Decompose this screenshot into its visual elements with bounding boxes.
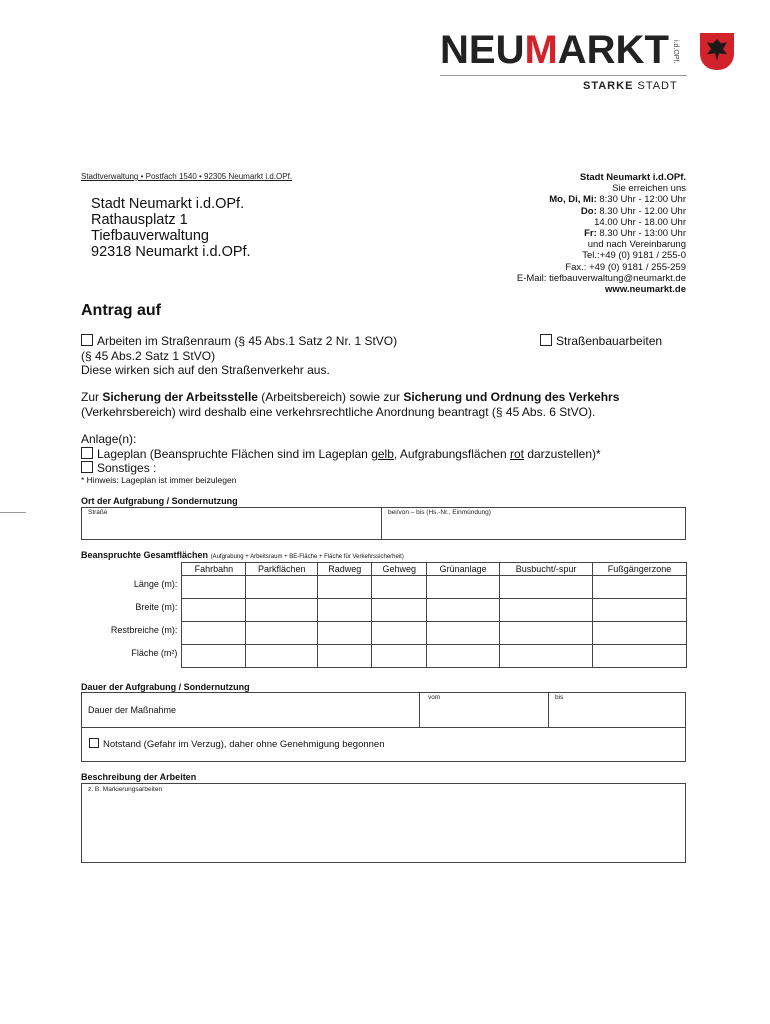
address-line: Rathausplatz 1: [91, 212, 188, 228]
table-cell[interactable]: [372, 645, 427, 668]
emergency-checkbox[interactable]: [89, 738, 99, 748]
areas-note: (Aufgrabung + Arbeitsraum + BE-Fläche + Fläche für Verkehrssicherheit): [210, 554, 404, 560]
street-field[interactable]: [81, 507, 382, 540]
street-works-checkbox[interactable]: [81, 334, 93, 346]
attachments-section: Anlage(n): Lageplan (Beanspruchte Flächen sind im Lageplan gelb, Aufgrabungsflächen rot darzustellen)* Sonstiges :: [81, 432, 601, 475]
table-cell[interactable]: [318, 599, 372, 622]
table-row: [81, 622, 687, 645]
table-cell[interactable]: [182, 576, 246, 599]
hours-fri: Fr: 8.30 Uhr - 13:00 Uhr: [584, 228, 686, 240]
attachments-label: Anlage(n):: [81, 432, 137, 446]
page-title: Antrag auf: [81, 302, 161, 319]
sender-return-address: Stadtverwaltung • Postfach 1540 • 92305 Neumarkt i.d.OPf.: [81, 172, 293, 181]
request-option-street-works: [81, 334, 397, 378]
from-label: vom: [428, 694, 441, 701]
logo-suffix: i.d.OPf.: [672, 40, 679, 64]
address-line: Tiefbauverwaltung: [91, 228, 209, 244]
contact-tel: Tel.:+49 (0) 9181 / 255-0: [582, 250, 686, 262]
hours-mon-wed: Mo, Di, Mi: 8:30 Uhr - 12:00 Uhr: [549, 194, 686, 206]
tagline-thin: STADT: [637, 80, 678, 92]
contact-email[interactable]: E-Mail: tiefbauverwaltung@neumarkt.de: [516, 272, 686, 284]
street-works-line2: (§ 45 Abs.2 Satz 1 StVO): [81, 348, 216, 363]
hours-appointment: und nach Vereinbarung: [587, 239, 686, 251]
table-cell[interactable]: [427, 645, 500, 668]
measure-cell: [82, 693, 420, 728]
street-works-line3: Diese wirken sich auf den Straßenverkehr aus.: [81, 363, 330, 377]
location-heading: Ort der Aufgrabung / Sondernutzung: [81, 496, 238, 506]
column-header: Busbucht/-spur: [500, 563, 593, 576]
table-cell[interactable]: [500, 622, 593, 645]
address-line: Stadt Neumarkt i.d.OPf.: [91, 196, 245, 212]
description-heading: Beschreibung der Arbeiten: [81, 772, 197, 782]
road-construction-checkbox[interactable]: [540, 334, 552, 346]
table-row: [81, 576, 687, 599]
table-cell[interactable]: [427, 576, 500, 599]
contact-org: Stadt Neumarkt i.d.OPf.: [579, 172, 686, 183]
column-header: Fußgängerzone: [593, 563, 687, 576]
logo-part: NEU: [440, 28, 525, 72]
range-label: bei/von – bis (Hs.-Nr., Einmündung): [388, 509, 491, 516]
description-hint: z. B. Markierungsarbeiten: [88, 786, 163, 793]
duration-heading: Dauer der Aufgrabung / Sondernutzung: [81, 682, 250, 692]
areas-heading: Beanspruchte Gesamtflächen (Aufgrabung + Arbeitsraum + BE-Fläche + Fläche für Verkehrssicherheit): [81, 550, 404, 560]
table-cell[interactable]: [318, 645, 372, 668]
logo-part-red: M: [524, 28, 558, 72]
table-cell[interactable]: [372, 576, 427, 599]
other-attachments-label: Sonstiges :: [97, 461, 157, 475]
table-cell[interactable]: [246, 599, 318, 622]
recipient-address: [91, 196, 251, 260]
table-cell[interactable]: [318, 622, 372, 645]
to-date-field[interactable]: [549, 693, 685, 728]
emergency-label: Notstand (Gefahr im Verzug), daher ohne Genehmigung begonnen: [103, 739, 385, 750]
legal-paragraph: Zur Sicherung der Arbeitsstelle (Arbeitsbereich) sowie zur Sicherung und Ordnung des Verkehrs (Verkehrsbereich) wird deshalb eine verkehrsrechtliche Anordnung beantragt (§ 45 Abs. 6 StVO).: [81, 390, 620, 419]
logo-tagline: [583, 80, 678, 92]
contact-web[interactable]: www.neumarkt.de: [605, 284, 686, 296]
city-logo-wordmark: [440, 30, 669, 70]
duration-box: [81, 692, 686, 762]
hours-thu: Do: 8.30 Uhr - 12.00 Uhr: [580, 205, 686, 217]
table-cell[interactable]: [372, 622, 427, 645]
description-field[interactable]: [81, 783, 686, 863]
site-plan-note: * Hinweis: Lageplan ist immer beizulegen: [81, 475, 237, 485]
row-label: Breite (m):: [135, 601, 178, 612]
logo-part: ARKT: [557, 28, 669, 72]
table-cell[interactable]: [500, 645, 593, 668]
street-label: Straße: [88, 509, 108, 516]
other-attachments-checkbox[interactable]: [81, 461, 93, 473]
areas-table: [81, 562, 687, 668]
contact-reach: Sie erreichen uns: [612, 183, 686, 195]
column-header: Fahrbahn: [182, 563, 246, 576]
table-cell[interactable]: [593, 645, 687, 668]
table-cell[interactable]: [427, 622, 500, 645]
location-box: [81, 507, 686, 540]
emergency-option: [89, 738, 385, 750]
table-cell[interactable]: [427, 599, 500, 622]
column-header: Grünanlage: [427, 563, 500, 576]
table-row: [81, 645, 687, 668]
table-cell[interactable]: [246, 576, 318, 599]
contact-fax: Fax.: +49 (0) 9181 / 255-259: [565, 261, 686, 273]
table-cell[interactable]: [318, 576, 372, 599]
table-row: [81, 599, 687, 622]
row-label: Länge (m):: [133, 578, 178, 589]
table-cell[interactable]: [246, 622, 318, 645]
column-header: Radweg: [318, 563, 372, 576]
tagline-bold: STARKE: [583, 80, 634, 92]
address-line: 92318 Neumarkt i.d.OPf.: [91, 244, 251, 260]
logo-divider: [440, 75, 687, 76]
table-cell[interactable]: [182, 599, 246, 622]
row-label: Restbreiche (m):: [110, 624, 178, 635]
table-cell[interactable]: [246, 645, 318, 668]
table-header-row: [81, 563, 687, 576]
table-cell[interactable]: [182, 622, 246, 645]
eagle-crest-icon: [700, 33, 734, 70]
contact-info: [517, 172, 686, 295]
table-cell[interactable]: [593, 599, 687, 622]
to-label: bis: [555, 694, 564, 701]
road-construction-label: Straßenbauarbeiten: [556, 334, 663, 348]
table-cell[interactable]: [372, 599, 427, 622]
table-cell[interactable]: [593, 576, 687, 599]
table-cell[interactable]: [593, 622, 687, 645]
fold-mark: [0, 512, 26, 513]
table-cell[interactable]: [500, 576, 593, 599]
request-option-road-construction: [540, 334, 662, 348]
column-header: Parkflächen: [246, 563, 318, 576]
from-date-field[interactable]: [420, 693, 549, 728]
table-cell[interactable]: [500, 599, 593, 622]
table-cell[interactable]: [182, 645, 246, 668]
hours-thu-afternoon: 14.00 Uhr - 18.00 Uhr: [594, 216, 686, 228]
row-label: Fläche (m²): [131, 647, 178, 658]
column-header: Gehweg: [372, 563, 427, 576]
site-plan-checkbox[interactable]: [81, 447, 93, 459]
measure-label: Dauer der Maßnahme: [88, 705, 177, 715]
street-works-label: Arbeiten im Straßenraum (§ 45 Abs.1 Satz 2 Nr. 1 StVO): [97, 334, 398, 348]
